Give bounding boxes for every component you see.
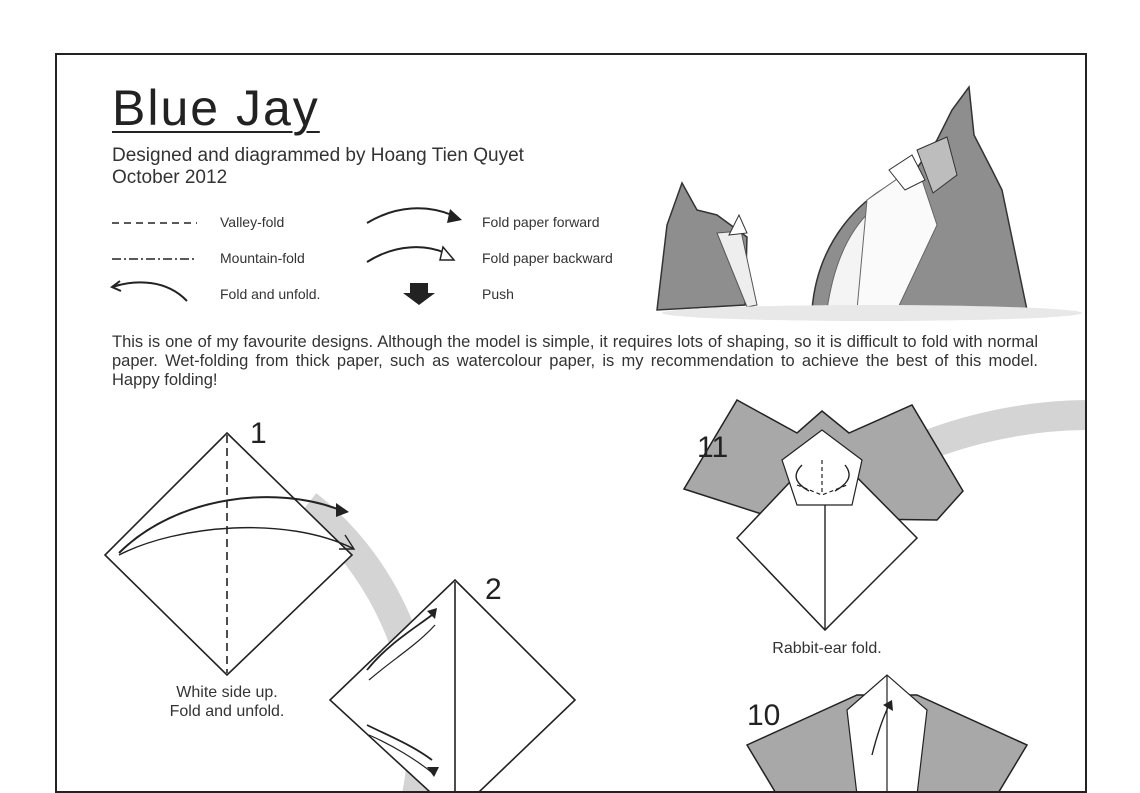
legend-mountain-fold: Mountain-fold [220, 250, 305, 266]
step-1-caption-line2: Fold and unfold. [169, 703, 285, 720]
step-1-number: 1 [250, 417, 267, 450]
page-title: Blue Jay [112, 80, 320, 136]
step-1-diagram [105, 433, 354, 675]
step-1-caption [142, 683, 312, 721]
byline [112, 145, 524, 189]
step-11-caption: Rabbit-ear fold. [772, 640, 882, 657]
bluejay-photo-small [657, 183, 757, 310]
legend-fold-unfold: Fold and unfold. [220, 286, 321, 302]
fold-forward-icon [367, 208, 452, 223]
legend-fold-forward: Fold paper forward [482, 214, 600, 230]
legend-push: Push [482, 286, 514, 302]
date: October 2012 [112, 167, 228, 188]
fold-backward-arrowhead [440, 247, 454, 260]
push-icon [403, 283, 435, 305]
step-10-number: 10 [747, 699, 781, 732]
intro-paragraph: This is one of my favourite designs. Although the model is simple, it requires lots of shaping, so it is difficult to fold with normal paper. Wet-folding from thick paper, such as watercolour paper, is my recommendation to achieve the best of this model. Happy folding! [112, 333, 1038, 389]
step-11-number: 11 [697, 431, 729, 464]
fold-backward-icon [367, 247, 445, 262]
step-10-diagram [747, 675, 1027, 793]
designer-credit: Designed and diagrammed by Hoang Tien Quyet [112, 145, 524, 166]
legend-valley-fold: Valley-fold [220, 214, 285, 230]
diagram-page [55, 53, 1087, 793]
legend-fold-backward: Fold paper backward [482, 250, 613, 266]
fold-unfold-icon [112, 282, 187, 301]
fold-forward-arrowhead [447, 209, 462, 223]
step-1-caption-line1: White side up. [176, 684, 278, 701]
step-2-diagram [330, 580, 575, 793]
step-2-number: 2 [485, 573, 502, 606]
